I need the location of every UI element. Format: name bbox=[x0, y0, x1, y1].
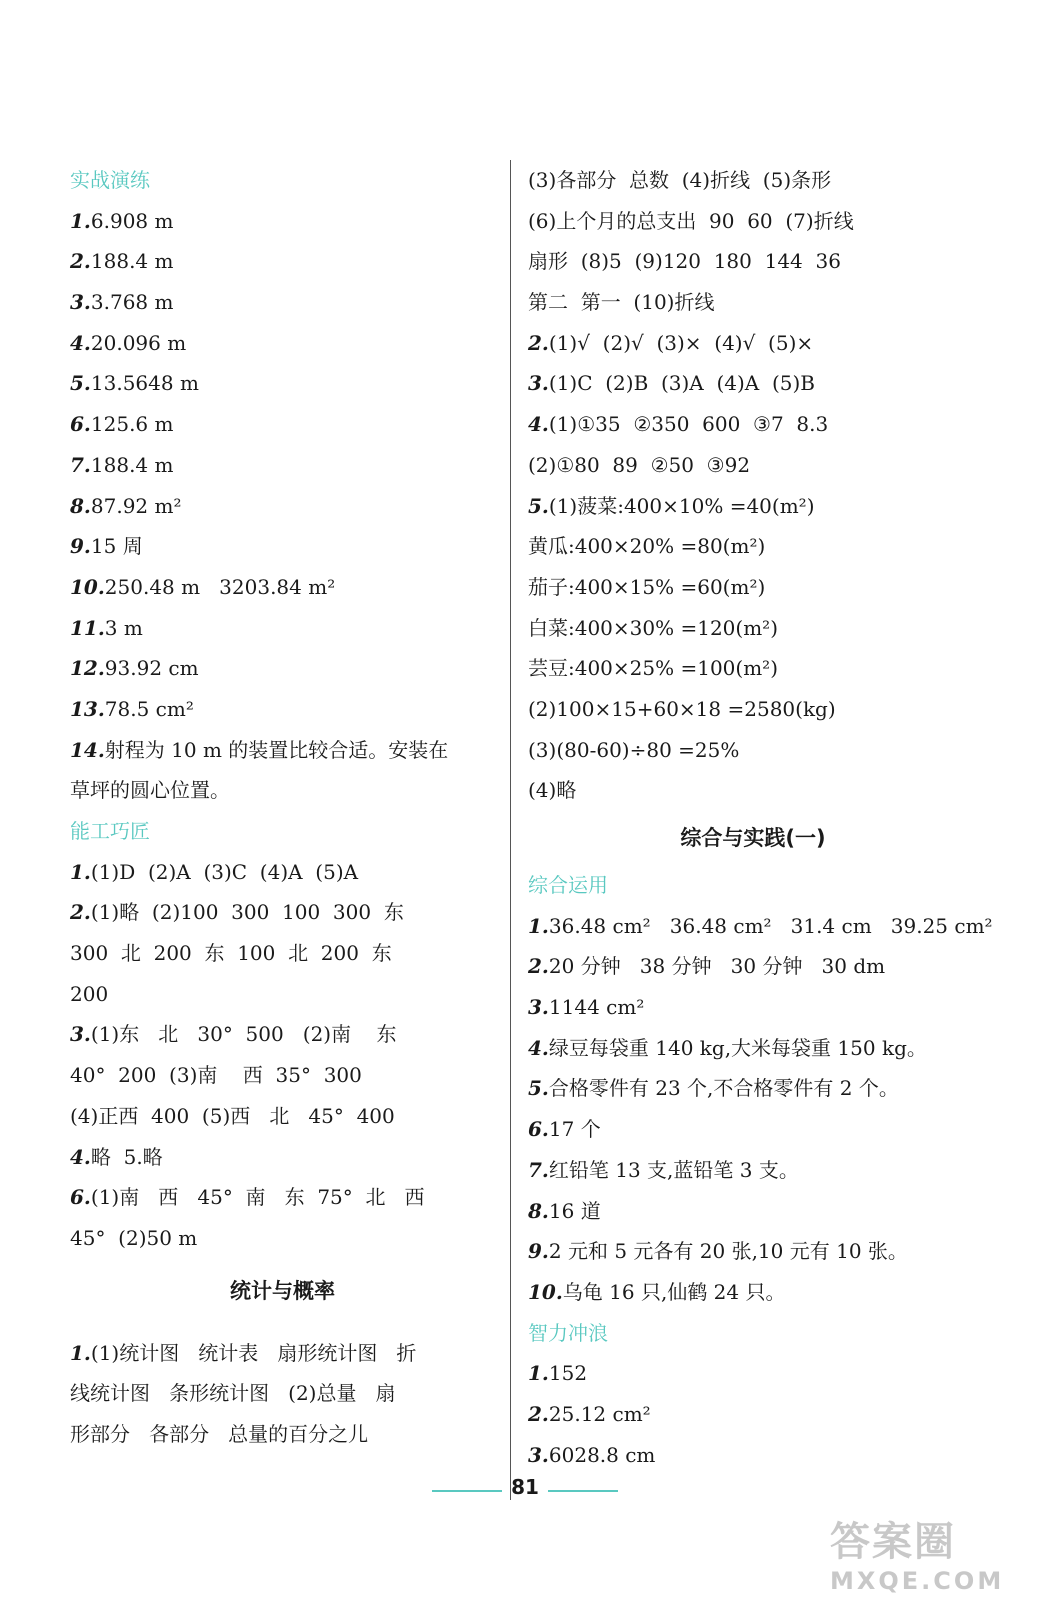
answer-list bbox=[70, 201, 495, 811]
watermark-cn: 答案圈 bbox=[830, 1519, 956, 1565]
answer-text: 20.096 m bbox=[90, 330, 187, 355]
answer-text: 125.6 m bbox=[90, 412, 174, 437]
answer-text: 188.4 m bbox=[90, 452, 174, 477]
answer-line bbox=[528, 906, 993, 947]
answer-text: 乌龟 16 只,仙鹤 24 只。 bbox=[562, 1279, 786, 1304]
answer-list bbox=[70, 1333, 495, 1455]
answer-text: (3)(80-60)÷80 =25% bbox=[528, 737, 740, 762]
answer-text: (1)略 (2)100 300 100 300 东 bbox=[90, 900, 404, 925]
answer-text: 形部分 各部分 总量的百分之儿 bbox=[70, 1421, 369, 1446]
answer-text: (4)正西 400 (5)西 北 45° 400 bbox=[70, 1103, 395, 1128]
answer-text: (1)①35 ②350 600 ③7 8.3 bbox=[548, 412, 829, 437]
answer-text: 15 周 bbox=[90, 534, 143, 559]
section-label-application: 综合运用 bbox=[528, 873, 608, 897]
column-divider bbox=[510, 160, 511, 1500]
answer-text: 152 bbox=[548, 1361, 588, 1386]
answer-line bbox=[528, 404, 978, 445]
answer-line bbox=[70, 974, 495, 1015]
watermark-logo bbox=[830, 1510, 1004, 1595]
section-label-challenge: 智力冲浪 bbox=[528, 1320, 608, 1345]
answer-text: 93.92 cm bbox=[104, 656, 199, 681]
question-number: 2. bbox=[528, 954, 549, 979]
answer-text: 1144 cm² bbox=[548, 995, 645, 1020]
answer-line bbox=[70, 1137, 495, 1178]
answer-line bbox=[528, 608, 978, 649]
answer-text: (4)略 bbox=[528, 778, 577, 803]
question-number: 1. bbox=[70, 1340, 91, 1365]
answer-text: (1)南 西 45° 南 东 75° 北 西 bbox=[90, 1185, 425, 1210]
section-label-practice: 实战演练 bbox=[70, 168, 150, 192]
question-number: 3. bbox=[528, 995, 549, 1020]
question-number: 3. bbox=[70, 1022, 91, 1047]
answer-line bbox=[528, 689, 978, 730]
answer-text: 36.48 cm² 36.48 cm² 31.4 cm 39.25 cm² bbox=[548, 913, 993, 938]
question-number: 5. bbox=[70, 371, 91, 396]
question-number: 4. bbox=[528, 1035, 549, 1060]
answer-text: 芸豆:400×25% =100(m²) bbox=[528, 656, 778, 681]
answer-text: 黄瓜:400×20% =80(m²) bbox=[528, 534, 766, 559]
answer-line bbox=[528, 486, 978, 527]
answer-line bbox=[528, 567, 978, 608]
right-column bbox=[528, 160, 993, 1475]
question-number: 1. bbox=[70, 208, 91, 233]
question-number: 4. bbox=[70, 1144, 91, 1169]
question-number: 4. bbox=[70, 330, 91, 355]
answer-line bbox=[528, 770, 978, 811]
answer-text: 白菜:400×30% =120(m²) bbox=[528, 615, 778, 640]
answer-text: 200 bbox=[70, 981, 109, 1006]
answer-line bbox=[528, 1231, 978, 1272]
left-column bbox=[70, 160, 495, 1455]
question-number: 8. bbox=[70, 493, 91, 518]
answer-text: 40° 200 (3)南 西 35° 300 bbox=[70, 1063, 362, 1088]
question-number: 2. bbox=[70, 249, 91, 274]
question-number: 3. bbox=[528, 1442, 549, 1467]
answer-text: 20 分钟 38 分钟 30 分钟 30 dm bbox=[548, 954, 886, 979]
answer-line bbox=[70, 486, 495, 527]
answer-line bbox=[70, 852, 495, 893]
answer-line bbox=[528, 987, 978, 1028]
question-number: 7. bbox=[70, 452, 91, 477]
answer-line bbox=[70, 241, 495, 282]
answer-text: 绿豆每袋重 140 kg,大米每袋重 150 kg。 bbox=[548, 1035, 927, 1060]
answer-line bbox=[70, 526, 495, 567]
answer-line bbox=[70, 689, 495, 730]
answer-text: 2 元和 5 元各有 20 张,10 元有 10 张。 bbox=[548, 1239, 908, 1264]
answer-line bbox=[70, 892, 495, 933]
answer-text: 第二 第一 (10)折线 bbox=[528, 290, 715, 315]
answer-line bbox=[528, 526, 978, 567]
answer-text: 3.768 m bbox=[90, 290, 174, 315]
answer-line bbox=[528, 363, 978, 404]
answer-line bbox=[70, 1177, 495, 1218]
answer-line bbox=[70, 730, 495, 771]
answer-line bbox=[528, 1068, 978, 1109]
question-number: 1. bbox=[528, 913, 549, 938]
answer-line bbox=[528, 1435, 978, 1476]
answer-text: 87.92 m² bbox=[90, 493, 182, 518]
question-number: 3. bbox=[70, 290, 91, 315]
answer-text: 25.12 cm² bbox=[548, 1401, 651, 1426]
answer-line bbox=[528, 1191, 978, 1232]
answer-text: 78.5 cm² bbox=[104, 696, 194, 721]
answer-line bbox=[70, 770, 495, 811]
answer-line bbox=[70, 1055, 495, 1096]
answer-line bbox=[528, 160, 978, 201]
answer-line bbox=[70, 608, 495, 649]
question-number: 9. bbox=[70, 534, 91, 559]
answer-line bbox=[528, 946, 978, 987]
section-label-skills: 能工巧匠 bbox=[70, 819, 150, 843]
chapter-heading-practice: 综合与实践(一) bbox=[680, 826, 826, 850]
question-number: 12. bbox=[70, 656, 105, 681]
question-number: 1. bbox=[528, 1361, 549, 1386]
answer-line bbox=[70, 404, 495, 445]
answer-text: 6028.8 cm bbox=[548, 1442, 656, 1467]
answer-text: 草坪的圆心位置。 bbox=[70, 778, 230, 803]
answer-list bbox=[528, 906, 993, 1313]
answer-text: (2)100×15+60×18 =2580(kg) bbox=[528, 696, 836, 721]
answer-text: (1)D (2)A (3)C (4)A (5)A bbox=[90, 859, 359, 884]
answer-text: (1)统计图 统计表 扇形统计图 折 bbox=[90, 1340, 417, 1365]
answer-line bbox=[528, 282, 978, 323]
answer-text: 射程为 10 m 的装置比较合适。安装在 bbox=[104, 737, 449, 762]
answer-text: 45° (2)50 m bbox=[70, 1225, 198, 1250]
chapter-heading-statistics: 统计与概率 bbox=[230, 1278, 335, 1303]
answer-list bbox=[528, 1353, 978, 1475]
answer-line bbox=[528, 1394, 978, 1435]
answer-line bbox=[70, 1333, 495, 1374]
question-number: 8. bbox=[528, 1198, 549, 1223]
answer-text: 6.908 m bbox=[90, 208, 174, 233]
answer-text: 250.48 m 3203.84 m² bbox=[104, 574, 336, 599]
question-number: 5. bbox=[528, 493, 549, 518]
answer-line bbox=[70, 1218, 495, 1259]
question-number: 10. bbox=[70, 574, 105, 599]
answer-line bbox=[70, 445, 495, 486]
question-number: 9. bbox=[528, 1239, 549, 1264]
question-number: 14. bbox=[70, 737, 105, 762]
question-number: 6. bbox=[70, 412, 91, 437]
answer-text: 茄子:400×15% =60(m²) bbox=[528, 574, 766, 599]
question-number: 3. bbox=[528, 371, 549, 396]
answer-text: 扇形 (8)5 (9)120 180 144 36 bbox=[528, 249, 841, 274]
answer-text: (1)菠菜:400×10% =40(m²) bbox=[548, 493, 815, 518]
question-number: 5. bbox=[528, 1076, 549, 1101]
watermark-en: MXQE.COM bbox=[830, 1567, 1005, 1595]
answer-line bbox=[70, 933, 495, 974]
answer-text: (1)C (2)B (3)A (4)A (5)B bbox=[548, 371, 815, 396]
answer-text: 合格零件有 23 个,不合格零件有 2 个。 bbox=[548, 1076, 899, 1101]
answer-text: (6)上个月的总支出 90 60 (7)折线 bbox=[528, 208, 854, 233]
answer-line bbox=[528, 445, 978, 486]
answer-text: 红铅笔 13 支,蓝铅笔 3 支。 bbox=[548, 1157, 799, 1182]
answer-text: (2)①80 89 ②50 ③92 bbox=[528, 452, 751, 477]
answer-line bbox=[70, 363, 495, 404]
question-number: 2. bbox=[528, 1401, 549, 1426]
footer-decoration-right bbox=[548, 1490, 618, 1492]
question-number: 7. bbox=[528, 1157, 549, 1182]
answer-text: 188.4 m bbox=[90, 249, 174, 274]
answer-line bbox=[70, 1373, 495, 1414]
question-number: 6. bbox=[70, 1185, 91, 1210]
answer-line bbox=[70, 282, 495, 323]
question-number: 1. bbox=[70, 859, 91, 884]
answer-text: 线统计图 条形统计图 (2)总量 扇 bbox=[70, 1381, 396, 1406]
answer-line bbox=[70, 648, 495, 689]
answer-line bbox=[70, 1014, 495, 1055]
answer-line bbox=[528, 1028, 978, 1069]
answer-text: 17 个 bbox=[548, 1117, 601, 1142]
question-number: 4. bbox=[528, 412, 549, 437]
question-number: 2. bbox=[70, 900, 91, 925]
answer-line bbox=[528, 241, 978, 282]
answer-line bbox=[528, 201, 978, 242]
answer-text: (1)√ (2)√ (3)× (4)√ (5)× bbox=[548, 330, 814, 355]
answer-text: 13.5648 m bbox=[90, 371, 199, 396]
answer-text: (1)东 北 30° 500 (2)南 东 bbox=[90, 1022, 397, 1047]
answer-line bbox=[70, 1096, 495, 1137]
answer-line bbox=[70, 201, 495, 242]
answer-line bbox=[70, 1414, 495, 1455]
answer-text: 16 道 bbox=[548, 1198, 601, 1223]
answer-list bbox=[528, 160, 978, 811]
question-number: 11. bbox=[70, 615, 105, 640]
question-number: 6. bbox=[528, 1117, 549, 1142]
answer-line bbox=[528, 323, 978, 364]
answer-line bbox=[528, 648, 978, 689]
question-number: 13. bbox=[70, 696, 105, 721]
answer-text: 略 5.略 bbox=[90, 1144, 163, 1169]
answer-list bbox=[70, 852, 495, 1259]
answer-line bbox=[528, 1109, 978, 1150]
answer-line bbox=[528, 1353, 978, 1394]
answer-line bbox=[528, 1272, 978, 1313]
answer-line bbox=[528, 730, 978, 771]
answer-text: 300 北 200 东 100 北 200 东 bbox=[70, 941, 392, 966]
answer-text: 3 m bbox=[104, 615, 143, 640]
answer-line bbox=[70, 567, 495, 608]
answer-line bbox=[70, 323, 495, 364]
answer-text: (3)各部分 总数 (4)折线 (5)条形 bbox=[528, 168, 832, 192]
page-number: 81 bbox=[511, 1475, 539, 1499]
question-number: 10. bbox=[528, 1279, 563, 1304]
question-number: 2. bbox=[528, 330, 549, 355]
answer-line bbox=[528, 1150, 978, 1191]
